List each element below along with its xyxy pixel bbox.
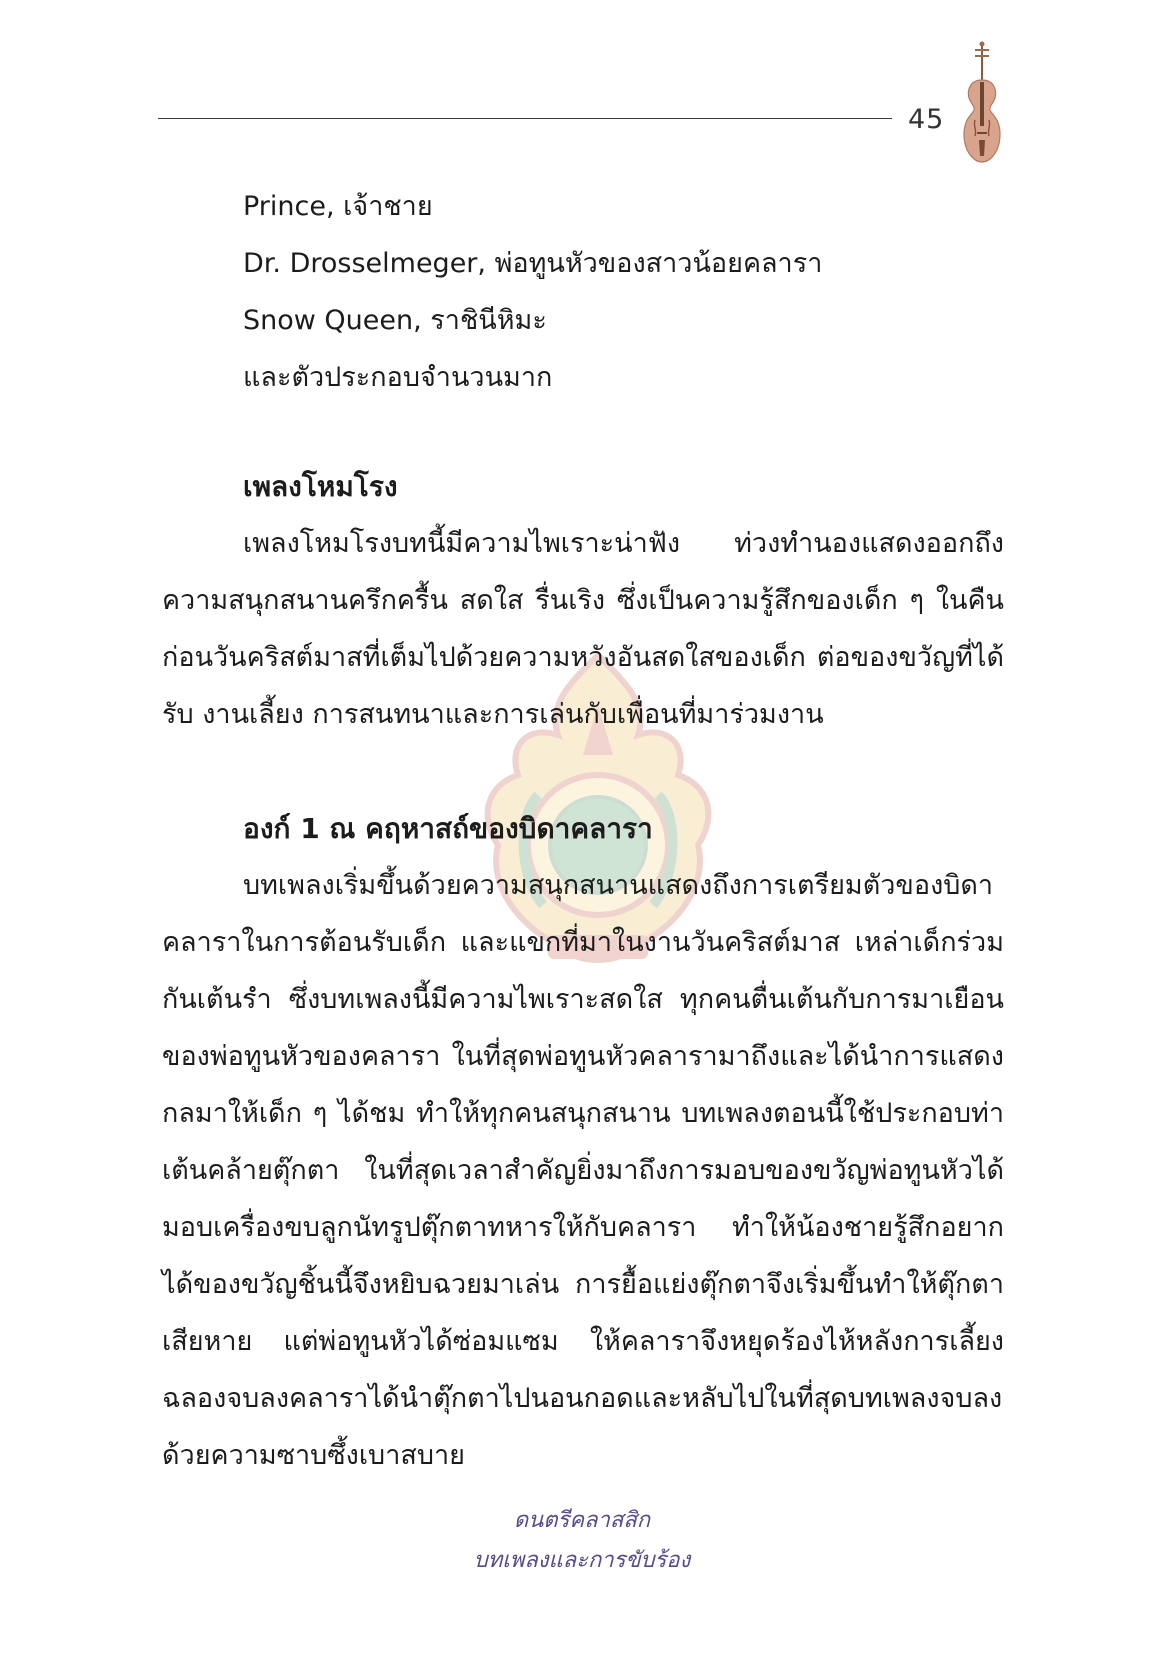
cast-list-item: Dr. Drosselmeger, พ่อทูนหัวของสาวน้อยคลารา [243,248,823,279]
cast-list-item: Prince, เจ้าชาย [243,191,433,222]
cast-list [243,178,822,406]
header-rule [158,118,892,119]
section-heading: องก์ 1 ณ คฤหาสถ์ของบิดาคลารา [243,812,653,845]
section-body: บทเพลงเริ่มขึ้นด้วยความสนุกสนานแสดงถึงการเตรียมตัวของบิดาคลาราในการต้อนรับเด็ก และแขกที่มาในงานวันคริสต์มาส เหล่าเด็กร่วมกันเต้นรำ ซึ่งบทเพลงนี้มีความไพเราะสดใส ทุกคนตื่นเต้นกับการมาเยือนของพ่อทูนหัวของคลารา ในที่สุดพ่อทูนหัวคลารามาถึงและได้นำการแสดงกลมาให้เด็ก ๆ ได้ชม ทำให้ทุกคนสนุกสนาน บทเพลงตอนนี้ใช้ประกอบท่าเต้นคล้ายตุ๊กตา ในที่สุดเวลาสำคัญยิ่งมาถึงการมอบของขวัญพ่อทูนหัวได้มอบเครื่องขบลูกนัทรูปตุ๊กตาทหารให้กับคลารา ทำให้น้องชายรู้สึกอยากได้ของขวัญชิ้นนี้จึงหยิบฉวยมาเล่น การยื้อแย่งตุ๊กตาจึงเริ่มขึ้นทำให้ตุ๊กตาเสียหาย แต่พ่อทูนหัวได้ซ่อมแซม ให้คลาราจึงหยุดร้องไห้หลังการเลี้ยงฉลองจบลงคลาราได้นำตุ๊กตาไปนอนกอดและหลับไปในที่สุดบทเพลงจบลงด้วยความซาบซึ้งเบาสบาย [162,870,1004,1471]
section-body: เพลงโหมโรงบทนี้มีความไพเราะน่าฟัง ท่วงทำนองแสดงออกถึงความสนุกสนานครึกครื้น สดใส รื่นเริง ซึ่งเป็นความรู้สึกของเด็ก ๆ ในคืนก่อนวันคริสต์มาสที่เต็มไปด้วยความหวังอันสดใสของเด็ก ต่อของขวัญที่ได้รับ งานเลี้ยง การสนทนาและการเล่นกับเพื่อนที่มาร่วมงาน [162,528,1004,730]
section-act-1 [162,800,1004,1484]
cast-list-item: Snow Queen, ราชินีหิมะ [243,305,547,336]
page-number: 45 [908,104,945,135]
violin-icon [958,40,1006,166]
section-overture [162,458,1004,743]
cast-list-item: และตัวประกอบจำนวนมาก [243,362,553,393]
footer-line-1: ดนตรีคลาสสิก [513,1508,651,1533]
footer-line-2: บทเพลงและการขับร้อง [473,1548,691,1573]
section-heading: เพลงโหมโรง [243,470,398,503]
